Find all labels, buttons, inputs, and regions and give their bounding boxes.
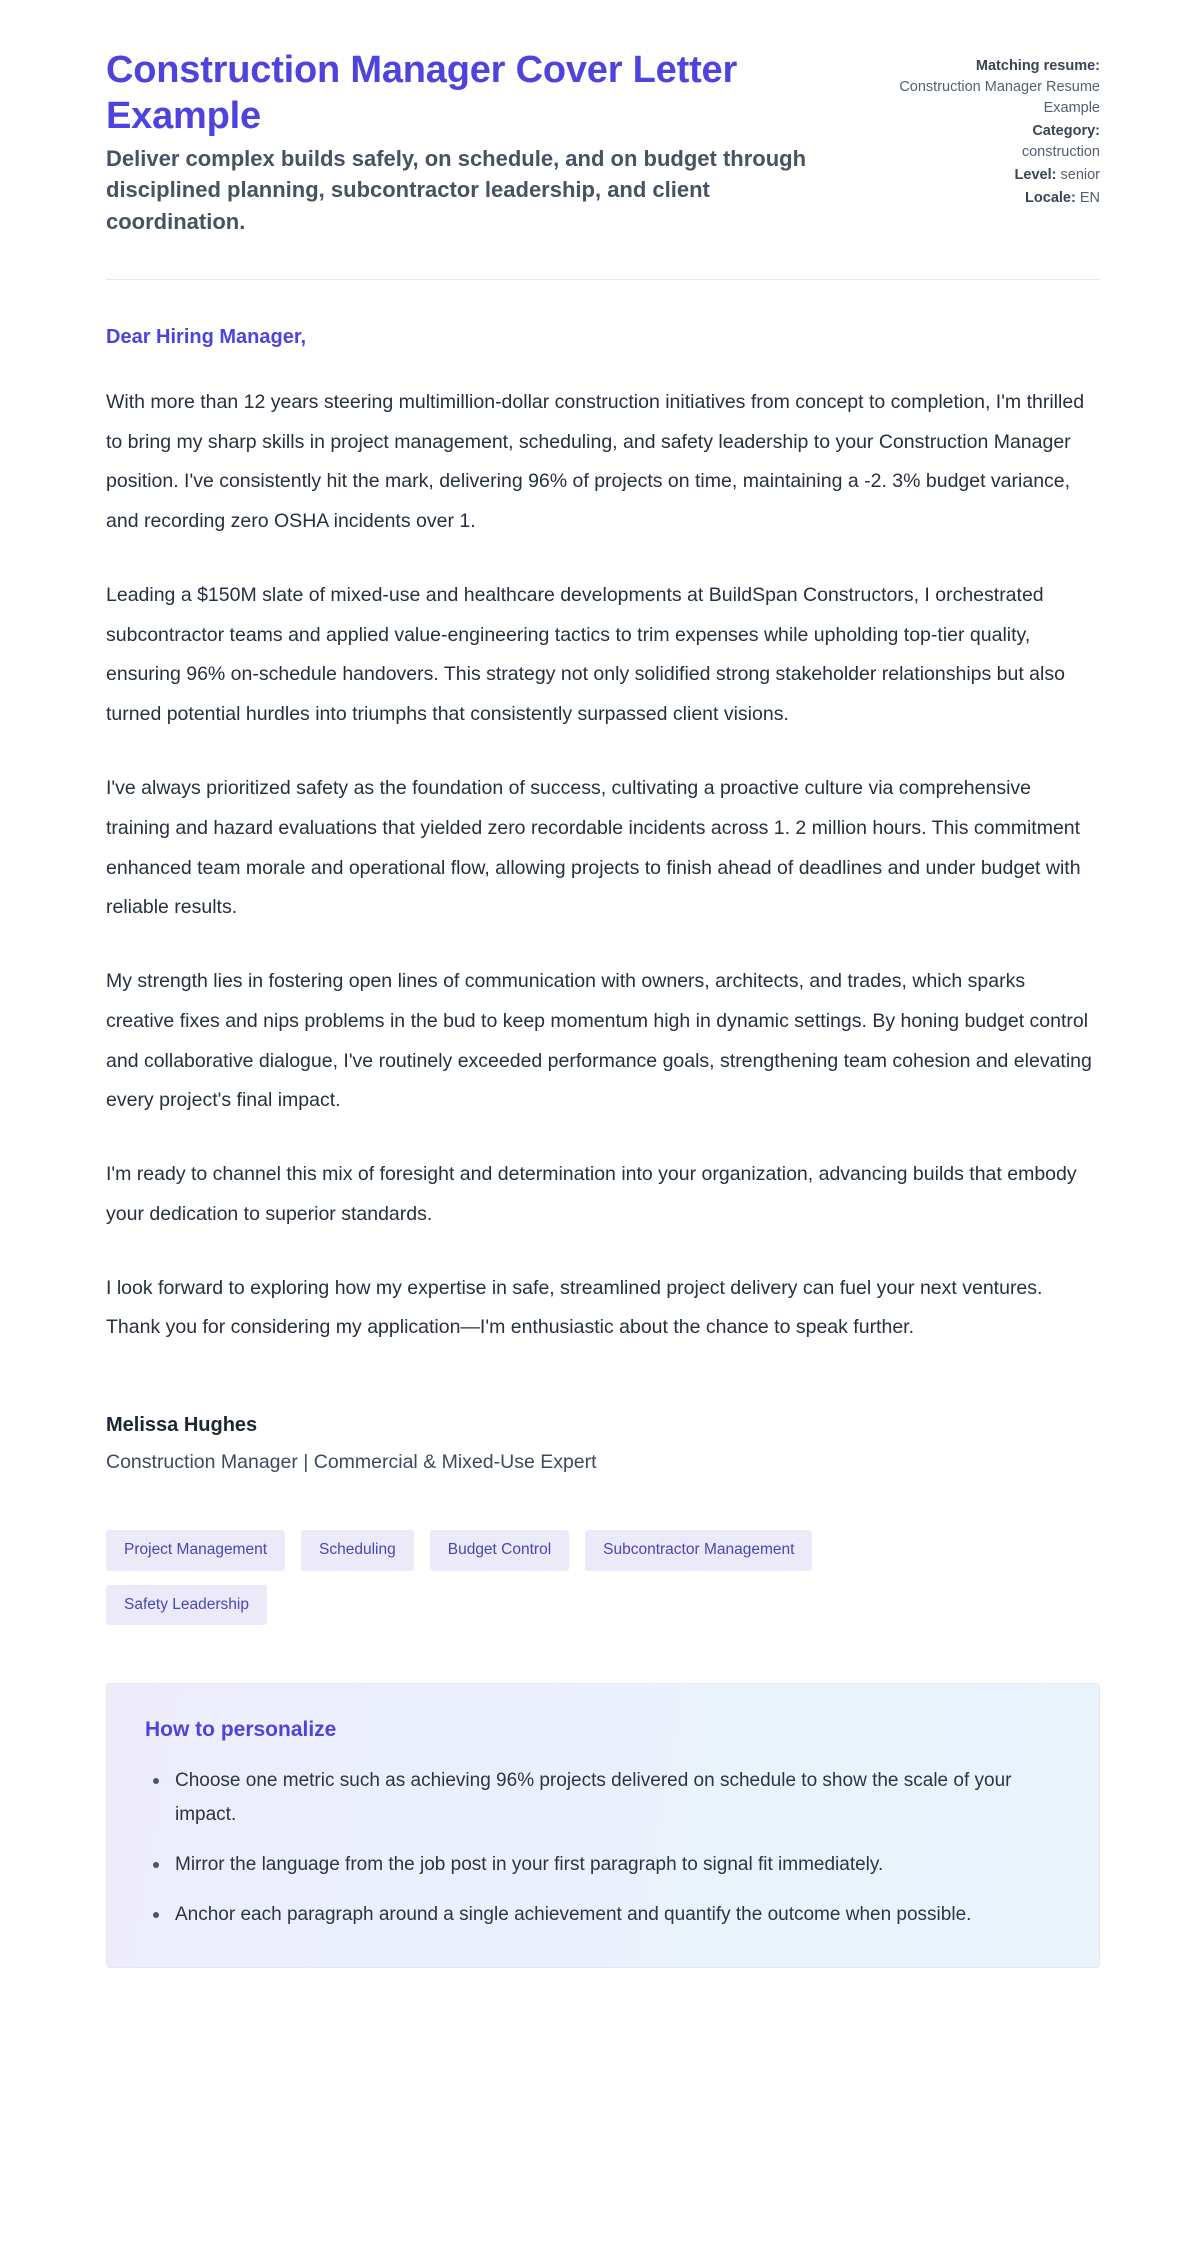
letter-body <box>106 280 1100 1348</box>
meta-locale-label: Locale: <box>1025 190 1076 207</box>
meta-level <box>890 165 1100 186</box>
letter-paragraph: My strength lies in fostering open lines of communication with owners, architects, and trades, which sparks creative fixes and nips problems in the bud to keep momentum high in dynamic settings. By honing budget control and collaborative dialogue, I've routinely exceeded performance goals, strengthening team cohesion and elevating every project's final impact. <box>106 970 1092 1112</box>
meta-matching-resume <box>890 56 1100 119</box>
skill-tag[interactable]: Budget Control <box>430 1530 569 1571</box>
meta-category-label: Category: <box>1032 123 1100 140</box>
meta-level-value: senior <box>1060 167 1100 184</box>
document-metadata <box>890 48 1100 211</box>
page-title: Construction Manager Cover Letter Example <box>106 49 738 137</box>
letter-paragraph: Leading a $150M slate of mixed-use and healthcare developments at BuildSpan Constructors, I orchestrated subcontractor teams and applied value-engineering tactics to trim expenses while upholding top-tier quality, ensuring 96% on-schedule handovers. This strategy not only solidified strong stakeholder relationships but also turned potential hurdles into triumphs that consistently surpassed client visions. <box>106 583 1065 726</box>
letter-salutation: Dear Hiring Manager, <box>106 325 307 348</box>
letter-paragraph: I look forward to exploring how my expertise in safe, streamlined project delivery can fuel your next ventures. Thank you for considering my application—I'm enthusiastic about the chance to speak further. <box>106 1276 1043 1339</box>
tip-list-item: Mirror the language from the job post in your first paragraph to signal fit immediately. <box>171 1848 1061 1882</box>
signature-block <box>106 1414 1100 1474</box>
skill-tag-list <box>106 1530 926 1625</box>
meta-matching-resume-value: Construction Manager Resume Example <box>899 79 1100 117</box>
skill-tag[interactable]: Project Management <box>106 1530 285 1571</box>
page-header <box>106 48 1100 237</box>
meta-category <box>890 121 1100 163</box>
how-to-personalize-panel <box>106 1683 1100 1968</box>
meta-locale <box>890 188 1100 209</box>
meta-category-value: construction <box>1021 144 1100 161</box>
skill-tag[interactable]: Safety Leadership <box>106 1585 267 1626</box>
letter-paragraph: I've always prioritized safety as the foundation of success, cultivating a proactive culture via comprehensive training and hazard evaluations that yielded zero recordable incidents across 1. 2 million hours. This commitment enhanced team morale and operational flow, allowing projects to finish ahead of deadlines and under budget with reliable results. <box>106 777 1081 919</box>
skill-tag[interactable]: Subcontractor Management <box>585 1530 812 1571</box>
meta-locale-value: EN <box>1079 190 1100 207</box>
tip-list-item: Anchor each paragraph around a single achievement and quantify the outcome when possible. <box>171 1898 1061 1932</box>
page-subtitle: Deliver complex builds safely, on schedule, and on budget through disciplined planning, subcontractor leadership, and client coordination. <box>106 146 807 234</box>
letter-paragraph: I'm ready to channel this mix of foresight and determination into your organization, advancing builds that embody your dedication to superior standards. <box>106 1163 1077 1225</box>
skill-tag[interactable]: Scheduling <box>301 1530 414 1571</box>
tip-list-item: Choose one metric such as achieving 96% projects delivered on schedule to show the scale of your impact. <box>171 1764 1061 1832</box>
personalize-tip-list <box>145 1764 1061 1931</box>
signature-role: Construction Manager | Commercial & Mixed-Use Expert <box>106 1451 597 1474</box>
meta-matching-resume-label: Matching resume: <box>975 58 1100 74</box>
meta-level-label: Level: <box>1014 167 1057 184</box>
signature-name: Melissa Hughes <box>106 1414 258 1437</box>
letter-paragraph: With more than 12 years steering multimillion-dollar construction initiatives from concept to completion, I'm thrilled to bring my sharp skills in project management, scheduling, and safety leadership to your Construction Manager position. I've consistently hit the mark, delivering 96% of projects on time, maintaining a -2. 3% budget variance, and recording zero OSHA incidents over 1. <box>106 390 1085 533</box>
panel-title: How to personalize <box>145 1718 337 1742</box>
header-title-block <box>106 48 850 237</box>
